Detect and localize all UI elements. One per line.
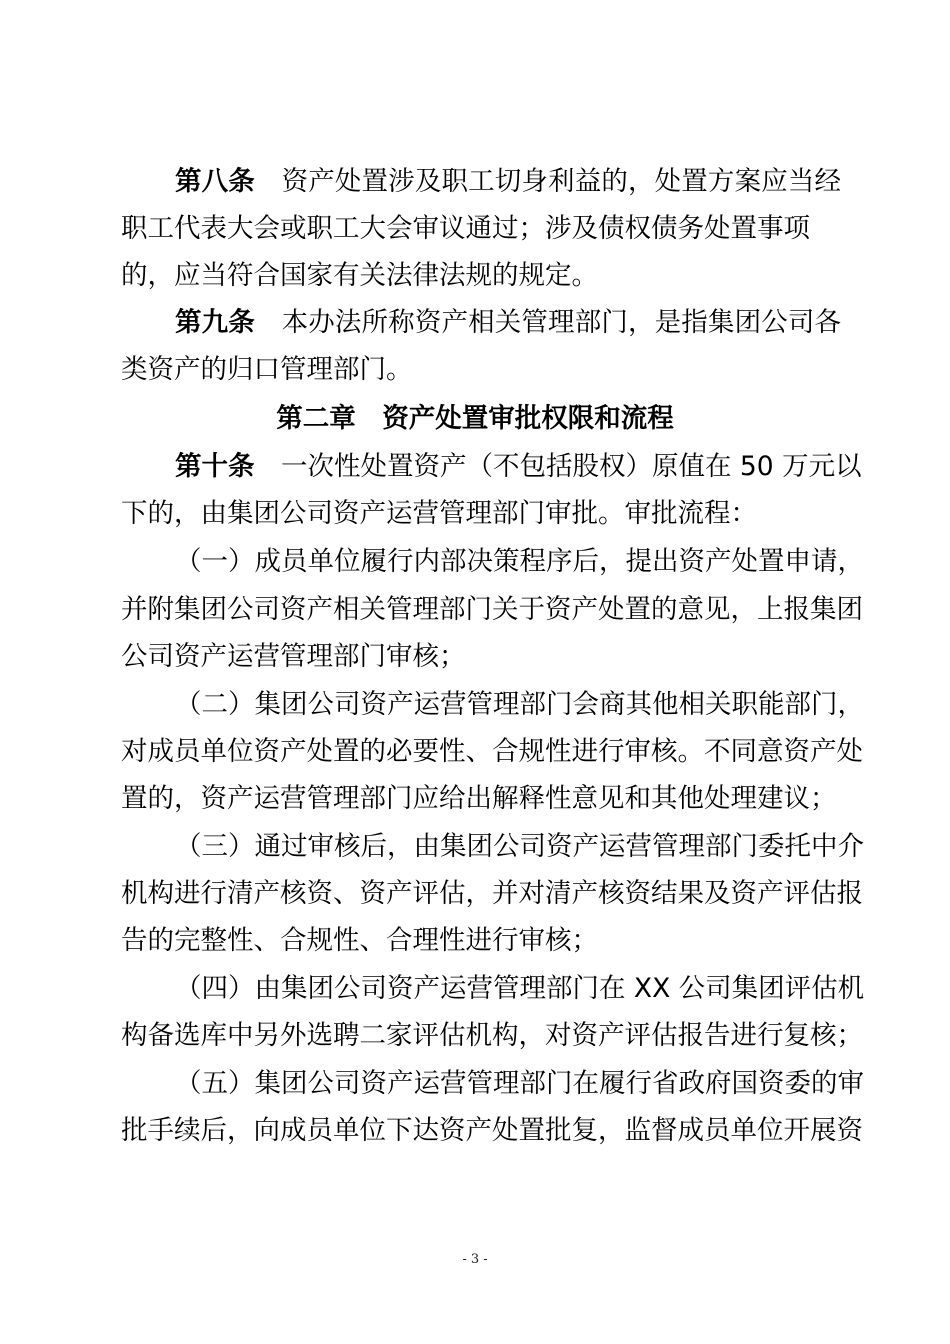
item5-line2: 批手续后，向成员单位下达资产处置批复，监督成员单位开展资 [121,1115,863,1146]
item4-line2: 构备选库中另外选聘二家评估机构，对资产评估报告进行复核； [121,1020,863,1051]
item3-line1: （三）通过审核后，由集团公司资产运营管理部门委托中介 [175,831,864,862]
article10-line2: 下的，由集团公司资产运营管理部门审批。审批流程： [121,498,757,529]
item2-line1: （二）集团公司资产运营管理部门会商其他相关职能部门， [175,689,864,720]
article8-line3: 的，应当符合国家有关法律法规的规定。 [121,260,598,291]
item4-line1: （四）由集团公司资产运营管理部门在 XX 公司集团评估机 [175,973,865,1004]
item1-line3: 公司资产运营管理部门审核； [121,641,466,672]
article8-line1 [175,165,841,199]
item3-line3: 告的完整性、合规性、合理性进行审核； [121,925,598,956]
article9-text1: 本办法所称资产相关管理部门，是指集团公司各 [281,307,842,338]
article10-text1: 一次性处置资产（不包括股权）原值在 50 万元以 [281,451,862,482]
article8-label: 第八条 [175,166,255,197]
article8-text1: 资产处置涉及职工切身利益的，处置方案应当经 [281,166,842,197]
item1-line1: （一）成员单位履行内部决策程序后，提出资产处置申请， [175,546,864,577]
article9-label: 第九条 [175,307,255,338]
article10-label: 第十条 [175,451,255,482]
article10-line1 [175,450,862,484]
item2-line2: 对成员单位资产处置的必要性、合规性进行审核。不同意资产处 [121,736,863,767]
article8-line2: 职工代表大会或职工大会审议通过；涉及债权债务处置事项 [121,213,810,244]
item3-line2: 机构进行清产核资、资产评估，并对清产核资结果及资产评估报 [121,878,863,909]
chapter-heading: 第二章 资产处置审批权限和流程 [276,403,674,434]
item2-line3: 置的，资产运营管理部门应给出解释性意见和其他处理建议； [121,783,837,814]
article9-line1 [175,306,841,340]
page-number: - 3 - [462,1252,488,1267]
item1-line2: 并附集团公司资产相关管理部门关于资产处置的意见，上报集团 [121,594,863,625]
item5-line1: （五）集团公司资产运营管理部门在履行省政府国资委的审 [175,1068,864,1099]
article9-line2: 类资产的归口管理部门。 [121,354,413,385]
